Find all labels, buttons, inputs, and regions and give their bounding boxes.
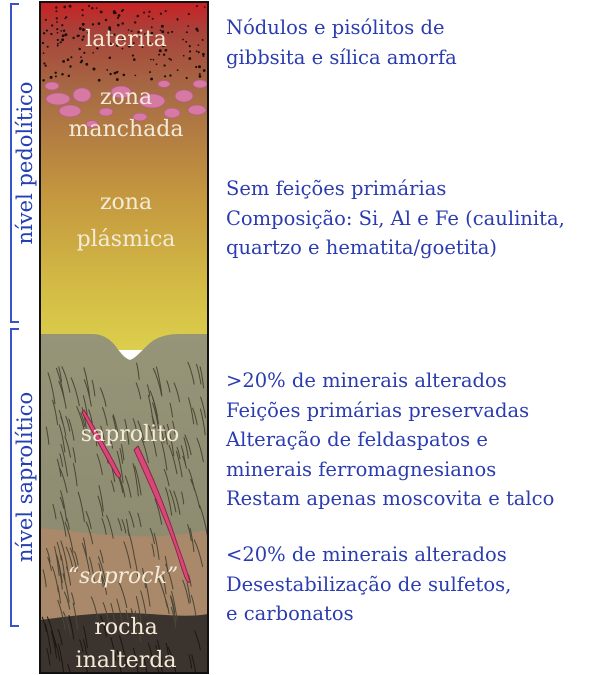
laterite-dot xyxy=(121,22,123,24)
laterite-dot xyxy=(92,52,94,54)
laterite-dot xyxy=(143,12,145,14)
laterite-dot xyxy=(81,39,83,41)
laterite-dot xyxy=(61,73,64,76)
laterite-dot xyxy=(189,50,191,52)
laterite-dot xyxy=(202,39,204,41)
laterite-dot xyxy=(123,74,126,77)
laterite-dot xyxy=(57,43,59,45)
laterite-dot xyxy=(195,66,197,68)
description-line: Restam apenas moscovita e talco xyxy=(226,487,555,510)
laterite-dot xyxy=(65,16,67,18)
description-line: Nódulos e pisólitos de xyxy=(226,16,445,39)
laterite-dot xyxy=(168,58,170,60)
laterite-dot xyxy=(54,72,56,74)
description-line: Sem feições primárias xyxy=(226,177,447,200)
laterite-dot xyxy=(121,10,123,12)
laterite-dot xyxy=(114,72,117,75)
laterite-dot xyxy=(43,52,45,54)
laterite-dot xyxy=(55,10,57,12)
upper-zone-fill xyxy=(40,0,208,350)
laterite-dot xyxy=(60,41,62,43)
laterite-dot xyxy=(55,75,57,77)
label-zona-manchada-2: manchada xyxy=(68,117,184,142)
laterite-dot xyxy=(91,7,93,9)
laterite-dot xyxy=(100,10,103,13)
laterite-dot xyxy=(160,13,162,15)
laterite-dot xyxy=(150,78,153,81)
laterite-dot xyxy=(105,19,108,22)
laterite-dot xyxy=(195,28,198,31)
laterite-dot xyxy=(135,75,137,77)
laterite-dot xyxy=(186,77,188,79)
laterite-dot xyxy=(96,7,98,9)
laterite-dot xyxy=(164,75,166,77)
laterite-dot xyxy=(109,73,111,75)
laterite-dot xyxy=(106,69,108,71)
laterite-dot xyxy=(203,55,205,57)
laterite-dot xyxy=(98,22,101,25)
laterite-dot xyxy=(61,38,64,41)
laterite-dot xyxy=(137,15,140,18)
laterite-dot xyxy=(98,79,101,82)
laterite-dot xyxy=(185,41,187,43)
laterite-dot xyxy=(45,19,47,21)
laterite-dot xyxy=(55,6,57,8)
laterite-dot xyxy=(113,10,116,13)
laterite-dot xyxy=(68,75,70,77)
label-rocha-1: rocha xyxy=(94,615,158,640)
laterite-dot xyxy=(43,32,45,34)
label-nivel-saprolitico: nível saprolítico xyxy=(13,391,37,563)
laterite-dot xyxy=(47,46,49,48)
laterite-dot xyxy=(203,69,206,72)
laterite-dot xyxy=(56,17,58,19)
description-zona-plasmica xyxy=(226,174,565,263)
laterite-dot xyxy=(153,59,155,61)
laterite-dot xyxy=(46,30,48,32)
laterite-dot xyxy=(57,45,59,47)
laterite-dot xyxy=(199,73,201,75)
laterite-dot xyxy=(163,64,165,66)
laterite-dot xyxy=(62,34,65,37)
laterite-dot xyxy=(133,58,136,61)
description-line: Desestabilização de sulfetos, xyxy=(226,572,512,596)
laterite-dot xyxy=(177,69,179,71)
laterite-dot xyxy=(83,52,85,54)
laterite-dot xyxy=(42,42,44,44)
label-saprolito: saprolito xyxy=(80,422,180,447)
laterite-dot xyxy=(198,51,200,53)
description-line: >20% de minerais alterados xyxy=(226,369,507,392)
laterite-dot xyxy=(43,62,45,64)
laterite-dot xyxy=(80,56,82,58)
laterite-dot xyxy=(171,31,173,33)
laterite-dot xyxy=(50,76,53,79)
laterite-dot xyxy=(163,54,165,56)
laterite-dot xyxy=(85,63,88,66)
laterite-dot xyxy=(64,33,67,36)
description-saprolito xyxy=(226,366,554,514)
laterite-dot xyxy=(51,24,53,26)
laterite-dot xyxy=(81,9,83,11)
laterite-dot xyxy=(196,50,198,52)
laterite-dot xyxy=(187,25,189,27)
laterite-dot xyxy=(134,21,136,23)
description-line: gibbsita e sílica amorfa xyxy=(226,45,457,69)
laterite-dot xyxy=(78,48,80,50)
laterite-dot xyxy=(81,60,83,62)
laterite-dot xyxy=(152,18,154,20)
laterite-dot xyxy=(78,35,80,37)
description-line: Alteração de feldaspatos e xyxy=(226,428,488,451)
description-line: <20% de minerais alterados xyxy=(226,543,507,566)
laterite-dot xyxy=(199,75,202,78)
laterite-dot xyxy=(186,31,188,33)
laterite-dot xyxy=(93,68,96,71)
label-rocha-2: inalterda xyxy=(75,648,177,673)
laterite-dot xyxy=(182,39,184,41)
laterite-dot xyxy=(189,45,191,47)
laterite-dot xyxy=(169,74,171,76)
laterite-dot xyxy=(56,21,58,23)
description-saprock xyxy=(226,540,511,629)
laterite-dot xyxy=(82,23,85,26)
laterite-dot xyxy=(176,19,178,21)
laterite-dot xyxy=(57,32,59,34)
laterite-dot xyxy=(150,59,152,61)
laterite-dot xyxy=(198,44,200,46)
laterite-dot xyxy=(149,71,151,73)
laterite-dot xyxy=(63,6,66,9)
laterite-dot xyxy=(165,10,167,12)
laterite-dot xyxy=(56,28,58,30)
laterite-dot xyxy=(167,32,169,34)
laterite-dot xyxy=(69,65,71,67)
laterite-dot xyxy=(67,58,70,61)
laterite-dot xyxy=(170,59,172,61)
laterite-dot xyxy=(45,65,47,67)
description-line: Composição: Si, Al e Fe (caulinita, xyxy=(226,206,565,230)
description-laterita xyxy=(226,13,457,72)
laterite-dot xyxy=(61,24,63,26)
description-line: e carbonatos xyxy=(226,602,354,625)
label-zona-plasmica-1: zona xyxy=(99,190,153,215)
laterite-dot xyxy=(188,57,191,60)
laterite-dot xyxy=(60,30,62,32)
laterite-dot xyxy=(204,6,206,8)
laterite-dot xyxy=(148,11,150,13)
laterite-dot xyxy=(62,60,65,63)
laterite-dot xyxy=(198,65,201,68)
laterite-dot xyxy=(116,78,119,81)
description-line: minerais ferromagnesianos xyxy=(226,457,497,481)
label-zona-plasmica-2: plásmica xyxy=(76,227,176,252)
laterite-dot xyxy=(109,57,112,60)
description-line: Feições primárias preservadas xyxy=(226,398,530,422)
laterite-dot xyxy=(158,54,160,56)
laterite-dot xyxy=(69,5,72,8)
laterite-dot xyxy=(117,17,119,19)
label-saprock: “saprock” xyxy=(67,564,179,589)
laterite-dot xyxy=(57,39,59,41)
laterite-dot xyxy=(188,13,190,15)
laterite-dot xyxy=(63,30,65,32)
laterite-dot xyxy=(117,71,119,73)
laterite-dot xyxy=(118,14,121,17)
laterite-dot xyxy=(183,55,185,57)
label-nivel-pedolitico: nível pedolítico xyxy=(13,81,37,245)
laterite-dot xyxy=(88,5,90,7)
laterite-dot xyxy=(82,14,84,16)
laterite-dot xyxy=(196,5,198,7)
laterite-dot xyxy=(92,23,94,25)
label-laterita: laterita xyxy=(85,27,167,52)
laterite-dot xyxy=(79,28,81,30)
description-line: quartzo e hematita/goetita) xyxy=(226,236,498,259)
laterite-dot xyxy=(132,55,134,57)
laterite-dot xyxy=(72,37,74,39)
laterite-dot xyxy=(42,79,44,81)
label-zona-manchada-1: zona xyxy=(99,85,153,110)
laterite-dot xyxy=(156,63,158,65)
laterite-dot xyxy=(70,56,72,58)
laterite-dot xyxy=(50,33,52,35)
laterite-dot xyxy=(148,15,150,17)
